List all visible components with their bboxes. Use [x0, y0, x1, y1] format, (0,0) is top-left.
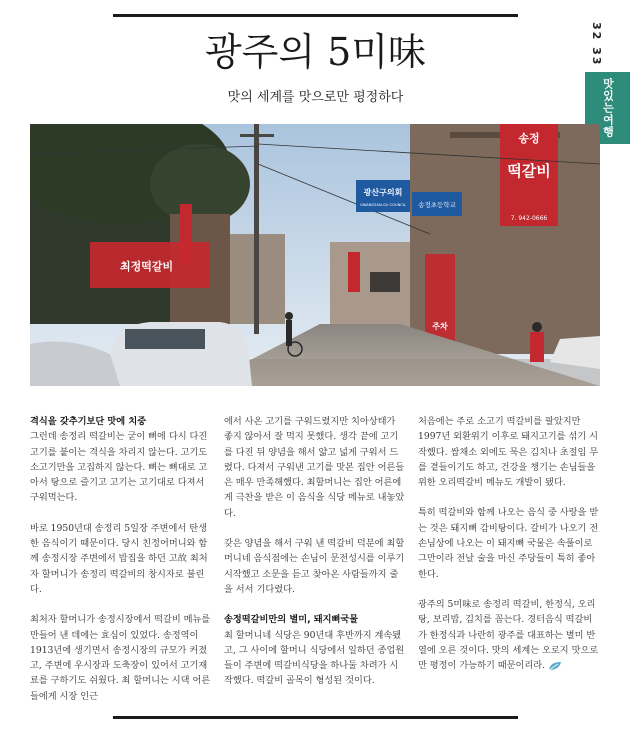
article-column-3: [418, 414, 600, 688]
sign-phone-text: 7. 942-0666: [510, 215, 548, 222]
section-heading: 격식을 갖추기보단 맛에 치중: [30, 416, 147, 427]
sign-songjeong-text: 송정: [518, 132, 540, 145]
bottom-rule: [113, 716, 518, 719]
road-sign-right-text: 송정초등학교: [418, 201, 456, 209]
page-subtitle: 맛의 세계를 맛으로만 평정하다: [227, 90, 404, 105]
road-sign-text: 광산구의회: [363, 188, 403, 197]
leaf-icon: [548, 661, 562, 671]
sign-tteokgalbi-text: 떡갈비: [507, 162, 551, 180]
street-photo: [30, 124, 600, 386]
article-paragraph: 최 할머니네 식당은 90년대 후반까지 계속됐고, 그 사이에 할머니 식당에서 일하던 종업원들이 주변에 떡갈비식당을 하나둘 차려가 시작했다. 떡갈비 골목이 형성된 것이다.: [224, 629, 405, 687]
article-paragraph: 그런데 송정리 떡갈비는 굳이 뼈에 다시 다진 고기를 붙이는 격식을 차리지 않는다. 고기도 소고기만을 고집하지 않는다. 뼈는 뼈대로 고아서 탕으로 즐기고 고기는 고기대로 다져서 구워먹는다.: [30, 431, 208, 504]
section-tab-label: 맛있는여행: [601, 78, 615, 138]
sign-shop-right: 주차: [432, 322, 448, 331]
article-paragraph: 바로 1950년대 송정리 5일장 주변에서 탄생한 음식이기 때문이다. 당시 친정어머니와 함께 송정시장 주변에서 밥집을 하던 고故 최처자 할머니가 송정리 떡갈비의 창시자로 불린다.: [30, 522, 208, 595]
article-paragraph: 최처자 할머니가 송정시장에서 떡갈비 메뉴를 만들어 낸 데에는 효심이 있었다. 송정역이 1913년에 생기면서 송정시장의 규모가 커졌고, 주변에 우시장과 도축장이 있어서 고기재료를 구하기도 쉬웠다. 최 할머니는 시댁 어른들에게 시장 인근: [30, 614, 211, 702]
article-column-1: [30, 414, 212, 719]
article-paragraph: 처음에는 주로 소고기 떡갈비를 팔았지만 1997년 외환위기 이후로 돼지고기를 섞기 시작했다. 쌈채소 외에도 묵은 김치나 초절임 무를 곁들이기도 하고, 건강을 챙기는 손님들을 위한 오리떡갈비 메뉴도 개발이 됐다.: [418, 416, 599, 489]
street-scene-illustration: [30, 124, 600, 386]
article-paragraph: 갖은 양념을 해서 구워 낸 떡갈비 덕분에 최할머니네 음식점에는 손님이 문전성시를 이루기 시작했고 소문을 듣고 찾아온 사람들까지 줄을 서서 기다렸다.: [224, 538, 405, 595]
article-paragraph: 에서 사온 고기를 구워드렸지만 치아상태가 좋지 않아서 잘 먹지 못했다. 생각 끝에 고기를 다진 뒤 양념을 해서 얇고 넓게 구워서 드렸다. 다져서 구워낸 고기를 맛본 집안 어른들은 매우 만족해했다. 최할머니는 집안 어른에게 극찬을 받은 이 음식을 식당 메뉴로 내놓았다.: [224, 416, 405, 519]
sign-shop-left: 최정떡갈비: [120, 260, 174, 273]
section-heading: 송정떡갈비만의 별미, 돼지뼈국물: [224, 614, 359, 626]
top-rule: [113, 14, 518, 17]
page-title: 광주의 5미味: [204, 30, 427, 74]
article-paragraph: 특히 떡갈비와 함께 나오는 음식 중 사랑을 받는 것은 돼지뼈 감비탕이다. 갈비가 나오기 전 손님상에 나오는 이 돼지뼈 국물은 속풀이로 그만이라 전날 술을 마신 주당들이 특히 좋아한다.: [418, 507, 599, 580]
article-column-2: [224, 414, 406, 704]
road-sign-subtext: GWANGSAN-GU COUNCIL: [360, 203, 406, 207]
article-paragraph: 광주의 5미味로 송정리 떡갈비, 한정식, 오리탕, 보리밥, 김치를 꼽는다. 경터음식 떡갈비가 한정식과 나란히 광주를 대표하는 별미 반열에 오른 것이다. 맛의 세계는 오로지 맛으로만 평정이 가능하기 때문이리라.: [418, 598, 599, 672]
page-numbers: 32 33: [590, 22, 603, 67]
